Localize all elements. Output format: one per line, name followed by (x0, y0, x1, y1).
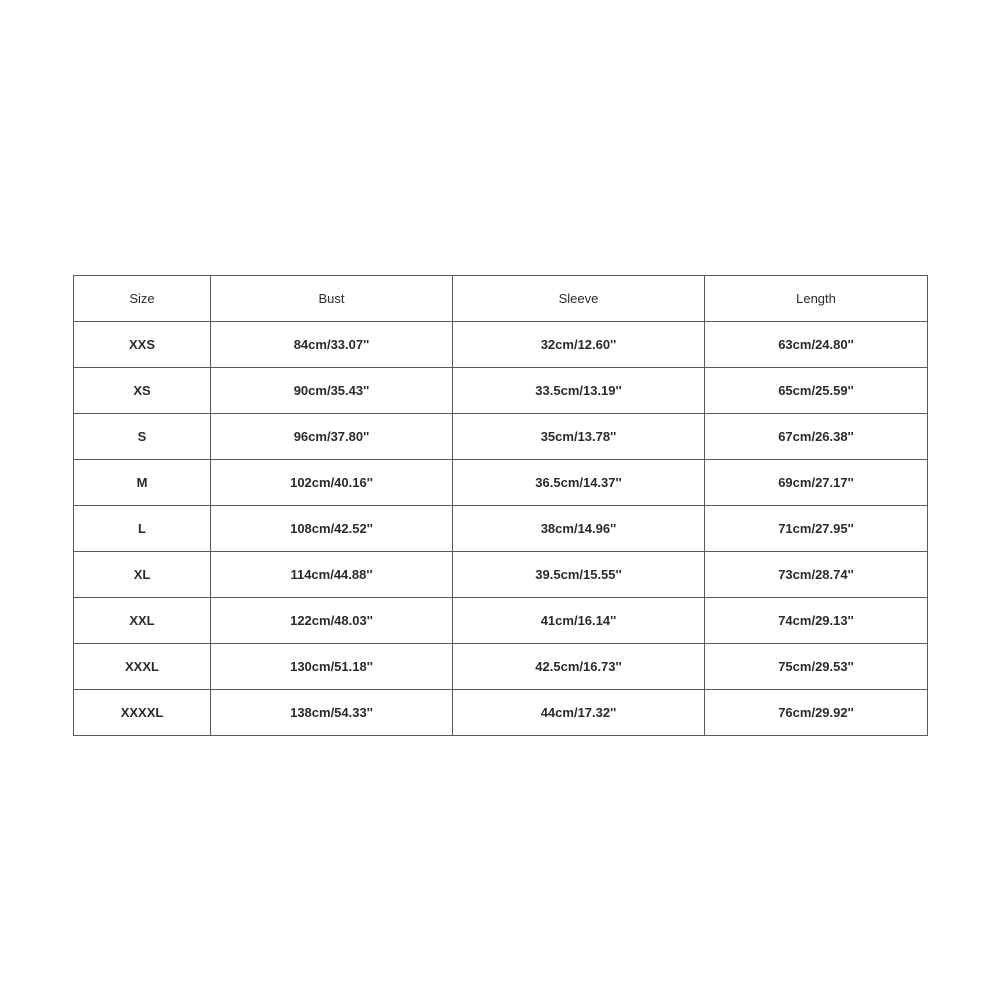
table-row (74, 690, 928, 736)
bust-cell: 84cm/33.07'' (211, 322, 453, 368)
header-sleeve: Sleeve (453, 276, 705, 322)
sleeve-cell: 38cm/14.96'' (453, 506, 705, 552)
header-size: Size (74, 276, 211, 322)
table-row (74, 368, 928, 414)
bust-cell: 138cm/54.33'' (211, 690, 453, 736)
table-row (74, 644, 928, 690)
sleeve-cell: 41cm/16.14'' (453, 598, 705, 644)
table-row (74, 414, 928, 460)
table-row (74, 552, 928, 598)
header-length: Length (705, 276, 928, 322)
sleeve-cell: 36.5cm/14.37'' (453, 460, 705, 506)
size-cell: XXXXL (74, 690, 211, 736)
bust-cell: 108cm/42.52'' (211, 506, 453, 552)
length-cell: 74cm/29.13'' (705, 598, 928, 644)
sleeve-cell: 33.5cm/13.19'' (453, 368, 705, 414)
size-cell: M (74, 460, 211, 506)
size-chart-header (74, 276, 928, 322)
sleeve-cell: 35cm/13.78'' (453, 414, 705, 460)
sleeve-cell: 42.5cm/16.73'' (453, 644, 705, 690)
bust-cell: 114cm/44.88'' (211, 552, 453, 598)
length-cell: 76cm/29.92'' (705, 690, 928, 736)
sleeve-cell: 39.5cm/15.55'' (453, 552, 705, 598)
length-cell: 73cm/28.74'' (705, 552, 928, 598)
size-chart-body (74, 322, 928, 736)
table-row (74, 598, 928, 644)
sleeve-cell: 44cm/17.32'' (453, 690, 705, 736)
size-cell: XL (74, 552, 211, 598)
length-cell: 69cm/27.17'' (705, 460, 928, 506)
size-cell: XS (74, 368, 211, 414)
sleeve-cell: 32cm/12.60'' (453, 322, 705, 368)
size-cell: XXS (74, 322, 211, 368)
size-cell: S (74, 414, 211, 460)
bust-cell: 102cm/40.16'' (211, 460, 453, 506)
length-cell: 63cm/24.80'' (705, 322, 928, 368)
length-cell: 71cm/27.95'' (705, 506, 928, 552)
bust-cell: 90cm/35.43'' (211, 368, 453, 414)
table-row (74, 506, 928, 552)
size-cell: XXL (74, 598, 211, 644)
length-cell: 67cm/26.38'' (705, 414, 928, 460)
bust-cell: 130cm/51.18'' (211, 644, 453, 690)
table-row (74, 322, 928, 368)
length-cell: 75cm/29.53'' (705, 644, 928, 690)
length-cell: 65cm/25.59'' (705, 368, 928, 414)
header-bust: Bust (211, 276, 453, 322)
table-row (74, 460, 928, 506)
bust-cell: 96cm/37.80'' (211, 414, 453, 460)
header-row (74, 276, 928, 322)
size-chart-table (73, 275, 928, 736)
size-cell: XXXL (74, 644, 211, 690)
bust-cell: 122cm/48.03'' (211, 598, 453, 644)
size-cell: L (74, 506, 211, 552)
